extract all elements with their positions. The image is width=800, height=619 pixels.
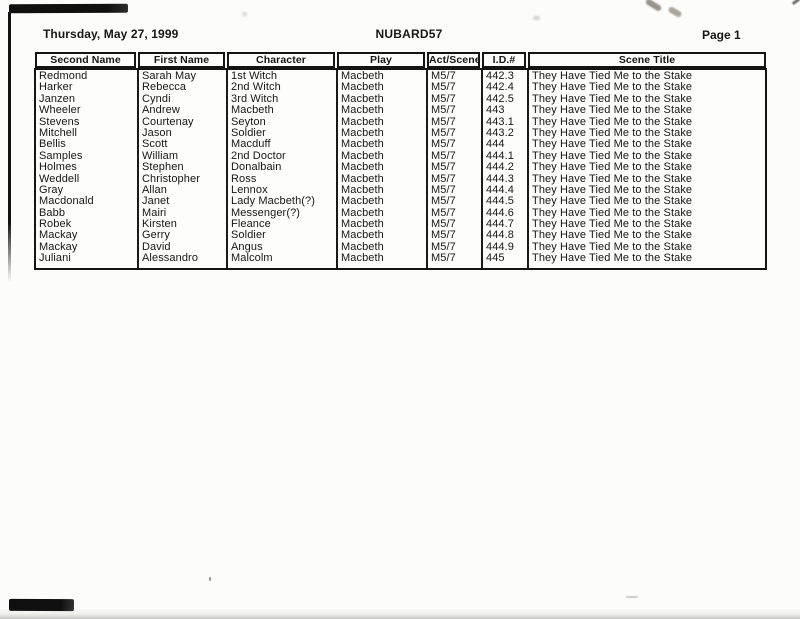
table-cell: M5/7 xyxy=(431,81,456,94)
table-cell: 444.4 xyxy=(486,183,515,196)
table-cell: 442.4 xyxy=(486,81,515,94)
table-body xyxy=(34,68,767,270)
table-cell: They Have Tied Me to the Stake xyxy=(532,172,693,185)
table-column-0 xyxy=(39,71,136,265)
table-cell: Fleance xyxy=(231,218,271,231)
table-cell: Weddell xyxy=(39,172,80,185)
table-cell: Macbeth xyxy=(341,195,384,208)
table-cell: Kirsten xyxy=(142,218,177,231)
table-cell: Angus xyxy=(231,240,263,253)
column-header-first-name: First Name xyxy=(138,52,225,68)
table-cell: M5/7 xyxy=(431,149,456,162)
table-cell: Macbeth xyxy=(341,149,384,162)
table-cell: Alessandro xyxy=(142,252,199,265)
table-cell: 444.6 xyxy=(486,206,515,219)
table-cell: Jason xyxy=(142,126,172,139)
table-cell: 444 xyxy=(486,138,505,151)
table-cell: Macbeth xyxy=(341,115,384,128)
table-cell: Babb xyxy=(39,206,66,219)
table-cell: M5/7 xyxy=(431,161,456,174)
table-cell: 444.8 xyxy=(486,229,515,242)
table-cell: Macbeth xyxy=(341,70,384,82)
table-cell: 2nd Witch xyxy=(231,81,281,94)
table-cell: They Have Tied Me to the Stake xyxy=(532,229,693,242)
scan-artifact-left-edge-line xyxy=(8,12,11,282)
table-cell: M5/7 xyxy=(431,104,456,117)
table-cell: Wheeler xyxy=(39,104,81,117)
table-cell: Macbeth xyxy=(341,240,384,253)
table-cell: Macbeth xyxy=(341,183,384,196)
table-cell: 443 xyxy=(486,104,505,117)
table-cell: David xyxy=(142,240,171,253)
report-date: Thursday, May 27, 1999 xyxy=(43,27,179,41)
table-cell: M5/7 xyxy=(431,172,456,185)
table-cell: Scott xyxy=(142,138,168,151)
column-divider xyxy=(137,70,139,268)
table-cell: Gray xyxy=(39,183,64,196)
table-cell: Lady Macbeth(?) xyxy=(231,195,316,208)
table-cell: Juliani xyxy=(39,252,71,265)
table-cell: 444.9 xyxy=(486,240,515,253)
table-cell: Mairi xyxy=(142,206,167,219)
column-header-second-name: Second Name xyxy=(35,52,136,68)
table-cell: M5/7 xyxy=(431,115,456,128)
table-cell: They Have Tied Me to the Stake xyxy=(532,126,693,139)
table-cell: Soldier xyxy=(231,229,266,242)
table-cell: Macbeth xyxy=(341,138,384,151)
table-cell: They Have Tied Me to the Stake xyxy=(532,206,693,219)
column-header-character: Character xyxy=(227,52,335,68)
scan-artifact-bottom-left-bar xyxy=(9,599,74,611)
column-header-act-scene: Act/Scene xyxy=(429,54,481,66)
table-cell: Macbeth xyxy=(341,252,384,265)
scan-artifact-speck xyxy=(533,16,540,20)
table-cell: They Have Tied Me to the Stake xyxy=(532,149,693,162)
table-cell: They Have Tied Me to the Stake xyxy=(532,240,693,253)
table-column-5 xyxy=(486,71,526,265)
table-cell: They Have Tied Me to the Stake xyxy=(532,115,693,128)
table-cell: 442.3 xyxy=(486,70,515,82)
table-cell: Macbeth xyxy=(341,161,384,174)
table-cell: M5/7 xyxy=(431,240,456,253)
table-cell: M5/7 xyxy=(431,183,456,196)
table-cell: 444.1 xyxy=(486,149,515,162)
table-cell: M5/7 xyxy=(431,206,456,219)
table-cell: Allan xyxy=(142,183,167,196)
table-cell: Macbeth xyxy=(341,229,384,242)
table-cell: Rebecca xyxy=(142,81,187,94)
table-cell: Samples xyxy=(39,149,83,162)
table-cell: Courtenay xyxy=(142,115,194,128)
column-divider xyxy=(426,70,428,268)
table-cell: Seyton xyxy=(231,115,266,128)
table-cell: Macduff xyxy=(231,138,271,151)
table-column-6 xyxy=(532,71,766,265)
table-cell: Mackay xyxy=(39,229,78,242)
table-cell: Macbeth xyxy=(341,92,384,105)
column-divider xyxy=(226,70,228,268)
table-cell: 1st Witch xyxy=(231,70,278,82)
table-cell: 444.7 xyxy=(486,218,515,231)
table-cell: They Have Tied Me to the Stake xyxy=(532,138,693,151)
table-cell: 2nd Doctor xyxy=(231,149,286,162)
table-cell: Macdonald xyxy=(39,195,94,208)
table-cell: 444.5 xyxy=(486,195,515,208)
table-cell: They Have Tied Me to the Stake xyxy=(532,183,693,196)
table-cell: 444.2 xyxy=(486,161,515,174)
column-header-play: Play xyxy=(337,52,425,68)
table-column-4 xyxy=(431,71,480,265)
column-divider xyxy=(481,70,483,268)
table-cell: M5/7 xyxy=(431,218,456,231)
column-header-i-d-: I.D.# xyxy=(482,52,526,68)
table-cell: Malcolm xyxy=(231,252,273,265)
table-cell: Macbeth xyxy=(231,104,274,117)
table-cell: Holmes xyxy=(39,161,77,174)
table-cell: Bellis xyxy=(39,138,66,151)
table-cell: M5/7 xyxy=(431,229,456,242)
scan-artifact-speck xyxy=(209,577,211,581)
table-cell: Harker xyxy=(39,81,73,94)
table-cell: Macbeth xyxy=(341,126,384,139)
table-cell: Macbeth xyxy=(341,172,384,185)
table-cell: 444.3 xyxy=(486,172,515,185)
table-column-2 xyxy=(231,71,335,265)
table-cell: Macbeth xyxy=(341,206,384,219)
scan-artifact-top-right-dash xyxy=(645,0,663,12)
scan-artifact-speck xyxy=(242,12,247,16)
table-cell: They Have Tied Me to the Stake xyxy=(532,92,693,105)
table-cell: 445 xyxy=(486,252,505,265)
table-cell: Ross xyxy=(231,172,257,185)
table-cell: Sarah May xyxy=(142,70,197,82)
table-cell: M5/7 xyxy=(431,70,456,82)
table-cell: They Have Tied Me to the Stake xyxy=(532,161,693,174)
table-cell: Christopher xyxy=(142,172,200,185)
table-column-3 xyxy=(341,71,425,265)
table-cell: Macbeth xyxy=(341,218,384,231)
column-divider xyxy=(336,70,338,268)
table-cell: Cyndi xyxy=(142,92,171,105)
column-header-scene-title: Scene Title xyxy=(528,52,766,68)
scan-artifact-top-left-bar xyxy=(9,4,128,14)
table-cell: Andrew xyxy=(142,104,180,117)
scan-artifact-bottom-shadow xyxy=(0,608,800,619)
table-cell: Macbeth xyxy=(341,104,384,117)
table-cell: Messenger(?) xyxy=(231,206,301,219)
table-cell: Redmond xyxy=(39,70,88,82)
table-cell: They Have Tied Me to the Stake xyxy=(532,104,693,117)
table-cell: Janet xyxy=(142,195,170,208)
table-cell: Gerry xyxy=(142,229,170,242)
table-cell: Donalbain xyxy=(231,161,282,174)
cast-report-table xyxy=(34,52,767,270)
table-cell: 442.5 xyxy=(486,92,515,105)
scan-artifact-top-right-dash xyxy=(667,6,682,18)
table-column-1 xyxy=(142,71,225,265)
table-cell: Stephen xyxy=(142,161,184,174)
table-cell: 3rd Witch xyxy=(231,92,279,105)
scan-artifact-corner-tick xyxy=(792,0,800,5)
table-cell: M5/7 xyxy=(431,92,456,105)
table-cell: M5/7 xyxy=(431,195,456,208)
table-cell: 443.1 xyxy=(486,115,515,128)
table-cell: Soldier xyxy=(231,126,266,139)
table-cell: M5/7 xyxy=(431,138,456,151)
table-cell: They Have Tied Me to the Stake xyxy=(532,70,693,82)
page-number: Page 1 xyxy=(702,28,741,42)
scan-artifact-speck xyxy=(626,596,638,598)
table-cell: William xyxy=(142,149,179,162)
column-divider xyxy=(527,70,529,268)
table-cell: Macbeth xyxy=(341,81,384,94)
table-cell: Mitchell xyxy=(39,126,78,139)
table-cell: Lennox xyxy=(231,183,268,196)
table-cell: Robek xyxy=(39,218,72,231)
table-header-row xyxy=(34,52,767,68)
table-cell: They Have Tied Me to the Stake xyxy=(532,252,693,265)
table-cell: They Have Tied Me to the Stake xyxy=(532,81,693,94)
report-title: NUBARD57 xyxy=(375,27,443,41)
table-cell: Mackay xyxy=(39,240,78,253)
table-cell: 443.2 xyxy=(486,126,515,139)
table-cell: They Have Tied Me to the Stake xyxy=(532,218,693,231)
table-cell: M5/7 xyxy=(431,126,456,139)
table-cell: M5/7 xyxy=(431,252,456,265)
table-cell: Janzen xyxy=(39,92,76,105)
table-cell: Stevens xyxy=(39,115,80,128)
table-cell: They Have Tied Me to the Stake xyxy=(532,195,693,208)
